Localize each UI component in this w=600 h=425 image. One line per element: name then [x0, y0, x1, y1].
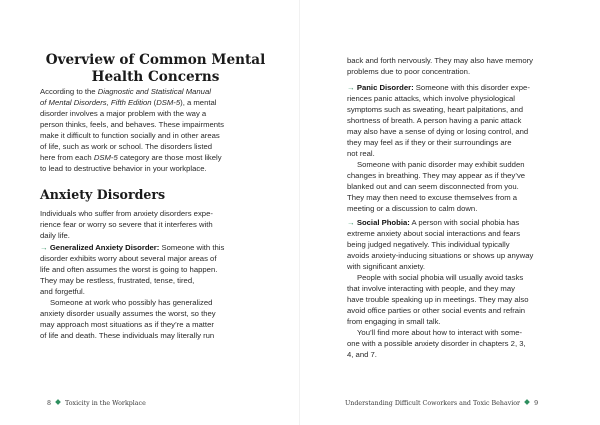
text-line: People with social phobia will usually avoid tasks: [357, 273, 524, 282]
text-line: avoids anxiety-inducing situations or shows up anyway: [347, 251, 534, 260]
diamond-icon: [524, 399, 530, 405]
text-line: Someone with panic disorder may exhibit sudden: [357, 160, 525, 169]
page-number: 9: [534, 400, 539, 407]
text-line: back and forth nervously. They may also have memory: [347, 56, 534, 65]
text-line: anxiety disorder usually assumes the worst, so they: [40, 309, 216, 318]
text-line: → Generalized Anxiety Disorder: Someone with this: [40, 243, 225, 252]
title-line-2: Health Concerns: [91, 69, 220, 85]
text-line: blanked out and can seem disconnected from you.: [347, 182, 519, 191]
text-line: → Social Phobia: A person with social phobia has: [347, 218, 520, 227]
text-line: According to the Diagnostic and Statistical Manual: [40, 87, 211, 96]
text-line: may also have a sense of dying or losing control, and: [347, 127, 529, 136]
text-line: symptoms such as sweating, heart palpitations, and: [347, 105, 524, 114]
text-line: shortness of breath. A person having a panic attack: [347, 116, 522, 125]
text-line: here from each DSM-5 category are those most likely: [40, 153, 222, 162]
arrow-right-icon: →: [347, 218, 355, 227]
text-line: that involve interacting with people, and they may: [347, 284, 515, 293]
section-heading: Anxiety Disorders: [40, 187, 166, 202]
term-label: Panic Disorder:: [356, 83, 414, 92]
text-line: with significant anxiety.: [347, 262, 426, 271]
text-line: not real.: [347, 149, 375, 158]
text-line: Someone at work who possibly has generalized: [50, 298, 213, 307]
text-line: avoid office parties or other social events and refrain: [347, 306, 526, 315]
page-footer: [47, 400, 146, 407]
text-line: disorder exhibits worry about several major areas of: [40, 254, 217, 263]
text-line: Individuals who suffer from anxiety disorders expe-: [40, 209, 213, 218]
diamond-icon: [55, 399, 61, 405]
text-line: They may then need to excuse themselves from a: [347, 193, 518, 202]
arrow-right-icon: →: [347, 83, 355, 92]
right-page: [300, 0, 600, 425]
text-line: and forgetful.: [40, 287, 85, 296]
text-line: riences panic attacks, which involve physiological: [347, 94, 515, 103]
text-line: 4, and 7.: [347, 350, 377, 359]
text-line: daily life.: [40, 231, 70, 240]
text-line: have trouble speaking up in meetings. They may also: [347, 295, 529, 304]
page-number: 8: [47, 400, 52, 407]
text-line: of Mental Disorders, Fifth Edition (DSM-5), a mental: [40, 98, 217, 107]
text-line: may approach most situations as if they’re a matter: [40, 320, 214, 329]
text-line: of life, such as work or school. The disorders listed: [40, 142, 213, 151]
text-line: being judged negatively. This individual typically: [347, 240, 510, 249]
title-line-1: Overview of Common Mental: [45, 52, 266, 68]
text-line: one with a possible anxiety disorder in chapters 2, 3,: [347, 339, 526, 348]
text-line: They may be restless, frustrated, tense, tired,: [40, 276, 195, 285]
text-line: of life and death. These individuals may literally run: [40, 331, 215, 340]
text-line: You’ll find more about how to interact with some-: [357, 328, 523, 337]
page-title: [40, 52, 271, 86]
text-line: person thinks, feels, and behaves. These impairments: [40, 120, 225, 129]
text-line: rience fear or worry so severe that it interferes with: [40, 220, 213, 229]
text-line: they may feel as if they or their surroundings are: [347, 138, 512, 147]
text-line: disorder involves a major problem with the way a: [40, 109, 207, 118]
term-label: Social Phobia:: [356, 218, 410, 227]
page-footer: [345, 400, 538, 407]
text-line: make it difficult to function socially and in other areas: [40, 131, 220, 140]
running-head: Understanding Difficult Coworkers and Toxic Behavior: [345, 400, 521, 407]
text-line: problems due to poor concentration.: [347, 67, 471, 76]
arrow-right-icon: →: [40, 243, 48, 252]
text-line: changes in breathing. They may appear as if they’ve: [347, 171, 526, 180]
text-line: → Panic Disorder: Someone with this disorder expe-: [347, 83, 530, 92]
term-label: Generalized Anxiety Disorder:: [49, 243, 160, 252]
text-line: extreme anxiety about social interactions and fears: [347, 229, 521, 238]
text-line: from engaging in small talk.: [347, 317, 441, 326]
running-head: Toxicity in the Workplace: [65, 400, 146, 407]
text-line: to lead to destructive behavior in your workplace.: [40, 164, 207, 173]
text-line: meeting or a discussion to calm down.: [347, 204, 478, 213]
text-line: life and often assumes the worst is going to happen.: [40, 265, 218, 274]
